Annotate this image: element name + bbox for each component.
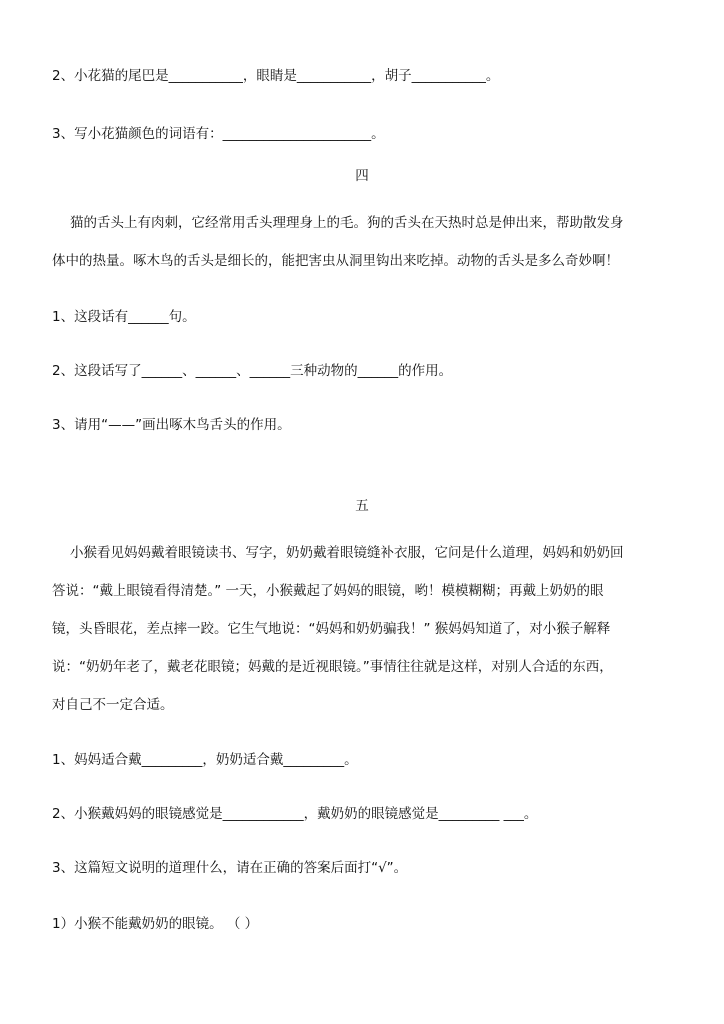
question-sentence-count: 1、这段话有______句。 <box>52 309 196 325</box>
passage-line: 说：“奶奶年老了，戴老花眼镜；妈戴的是近视眼镜。”事情往往就是这样，对别人合适的东西， <box>52 659 613 675</box>
section-heading-5: 五 <box>355 498 369 514</box>
question-who-wears-what: 1、妈妈适合戴_________，奶奶适合戴_________。 <box>52 752 358 768</box>
section-heading-4: 四 <box>355 168 369 184</box>
question-underline: 3、请用“——”画出啄木鸟舌头的作用。 <box>52 417 291 433</box>
passage-line: 小猴看见妈妈戴着眼镜读书、写字，奶奶戴着眼镜缝补衣服，它问是什么道理，妈妈和奶奶回 <box>70 545 624 561</box>
question-color-words: 3、写小花猫颜色的词语有：______________________。 <box>52 126 385 142</box>
answer-option-1: 1）小猴不能戴奶奶的眼镜。 （ ） <box>52 916 259 932</box>
passage-glasses <box>52 543 674 733</box>
passage-line: 猫的舌头上有肉刺，它经常用舌头理理身上的毛。狗的舌头在天热时总是伸出来，帮助散发身 <box>70 215 624 231</box>
passage-line: 答说：“戴上眼镜看得清楚。” 一天，小猴戴起了妈妈的眼镜，哟！模模糊糊；再戴上奶奶的眼 <box>52 583 604 599</box>
passage-line: 对自己不一定合适。 <box>52 697 174 713</box>
question-three-animals: 2、这段话写了______、______、______三种动物的______的作用。 <box>52 363 453 379</box>
passage-tongues <box>52 213 674 289</box>
question-moral: 3、这篇短文说明的道理什么，请在正确的答案后面打“√”。 <box>52 860 408 876</box>
passage-line: 镜，头昏眼花，差点摔一跤。它生气地说：“妈妈和奶奶骗我！” 猴妈妈知道了，对小猴子解释 <box>52 621 611 637</box>
question-tail-color: 2、小花猫的尾巴是___________，眼睛是___________，胡子___________。 <box>52 68 500 84</box>
question-feelings: 2、小猴戴妈妈的眼镜感觉是____________，戴奶奶的眼镜感觉是_________ ___。 <box>52 806 538 822</box>
passage-line: 体中的热量。啄木鸟的舌头是细长的，能把害虫从洞里钩出来吃掉。动物的舌头是多么奇妙啊！ <box>52 253 619 269</box>
